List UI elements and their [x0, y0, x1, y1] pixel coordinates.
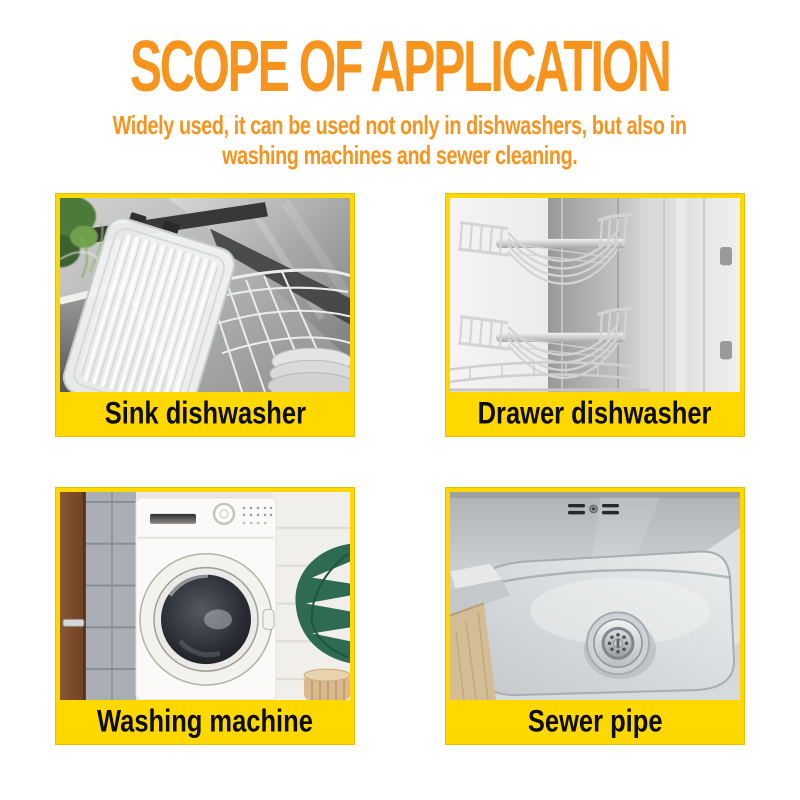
sink-dishwasher-photo [60, 198, 350, 392]
sink-dishwasher-illustration [60, 198, 350, 392]
card-label-bar [446, 392, 744, 436]
sewer-pipe-illustration [450, 492, 740, 700]
detergent-drawer [150, 514, 196, 524]
machine-door [140, 554, 274, 685]
washing-machine-illustration [60, 492, 350, 700]
laundry-basket [304, 669, 350, 700]
drawer-dishwasher-illustration [450, 198, 740, 392]
card-sink-dishwasher [55, 193, 355, 437]
card-label-bar [446, 700, 744, 744]
tile-wall [86, 492, 136, 700]
card-label-washing-machine: Washing machine [97, 704, 313, 739]
card-sewer-pipe [445, 487, 745, 745]
drawer-dishwasher-photo [450, 198, 740, 392]
wooden-door [60, 492, 86, 700]
page-subtitle [0, 110, 800, 170]
page-title [0, 26, 800, 106]
washing-machine-body [136, 498, 276, 700]
card-label-bar [56, 392, 354, 436]
subtitle-line-1: Widely used, it can be used not only in dishwashers, but also in [113, 110, 687, 140]
washing-machine-photo [60, 492, 350, 700]
subtitle-line-2: washing machines and sewer cleaning. [222, 140, 578, 170]
card-label-sink-dishwasher: Sink dishwasher [104, 396, 306, 431]
sewer-pipe-photo [450, 492, 740, 700]
card-label-bar [56, 700, 354, 744]
page-title-text: SCOPE OF APPLICATION [130, 24, 670, 107]
stacked-plates [268, 348, 350, 392]
card-drawer-dishwasher [445, 193, 745, 437]
card-label-sewer-pipe: Sewer pipe [527, 704, 663, 739]
card-label-drawer-dishwasher: Drawer dishwasher [478, 396, 712, 431]
program-knob [214, 504, 234, 524]
door-handle [63, 619, 84, 626]
card-washing-machine [55, 487, 355, 745]
